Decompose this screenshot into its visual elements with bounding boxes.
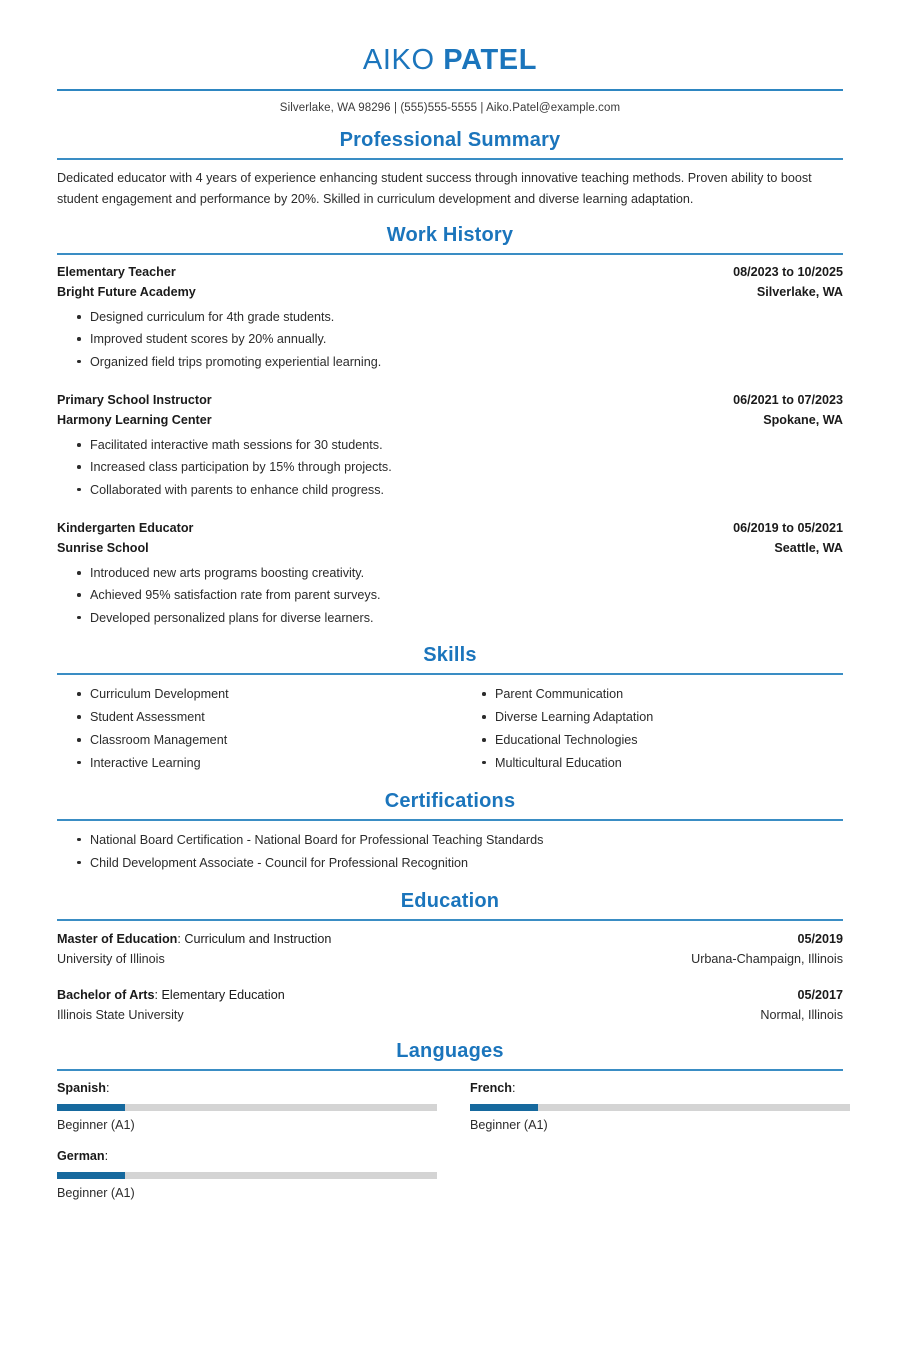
education-date: 05/2017 [797, 987, 843, 1002]
job-bullet-list [57, 306, 843, 373]
section-education [57, 889, 843, 1026]
education-degree-field: : Elementary Education [154, 987, 285, 1002]
job-bullet: Achieved 95% satisfaction rate from parent surveys. [90, 584, 843, 606]
skill-item: Diverse Learning Adaptation [495, 706, 843, 729]
section-title-work-history: Work History [386, 224, 514, 247]
education-degree-name: Bachelor of Arts [57, 987, 155, 1002]
language-proficiency-fill [57, 1172, 125, 1179]
job-title: Kindergarten Educator [57, 521, 194, 536]
education-entry [57, 985, 843, 1025]
job-company-row [57, 411, 843, 431]
section-languages [57, 1039, 843, 1215]
skill-item: Parent Communication [495, 683, 843, 706]
job-bullet: Increased class participation by 15% through projects. [90, 456, 843, 478]
job-title: Primary School Instructor [57, 393, 212, 408]
education-degree [57, 929, 331, 949]
job-header-row [57, 391, 843, 411]
skills-body [57, 675, 843, 775]
job-company: Harmony Learning Center [57, 413, 212, 428]
section-title-skills: Skills [423, 644, 477, 667]
education-degree-row [57, 985, 843, 1005]
job-bullet: Introduced new arts programs boosting creativity. [90, 562, 843, 584]
language-name-text: French [470, 1081, 512, 1096]
certification-item: Child Development Associate - Council for Professional Recognition [90, 852, 843, 875]
education-degree-name: Master of Education [57, 931, 178, 946]
job-entry [57, 519, 843, 629]
language-name-text: Spanish [57, 1081, 106, 1096]
language-name: German: [57, 1148, 109, 1163]
job-dates: 08/2023 to 10/2025 [733, 265, 843, 280]
skill-item: Multicultural Education [495, 752, 843, 775]
job-location: Silverlake, WA [756, 285, 843, 300]
job-entry [57, 263, 843, 373]
education-degree-field: : Curriculum and Instruction [177, 931, 332, 946]
education-body [57, 921, 843, 1026]
language-level: Beginner (A1) [57, 1185, 135, 1200]
job-dates: 06/2021 to 07/2023 [733, 393, 843, 408]
language-proficiency-bar [470, 1104, 850, 1111]
job-bullet: Organized field trips promoting experiential learning. [90, 351, 843, 373]
skills-column-left [57, 683, 450, 775]
education-degree-row [57, 929, 843, 949]
language-name: French: [470, 1081, 516, 1096]
education-school-row [57, 1005, 843, 1025]
language-proficiency-fill [470, 1104, 538, 1111]
job-dates: 06/2019 to 05/2021 [733, 521, 843, 536]
language-item [57, 1147, 450, 1203]
section-title-certifications: Certifications [384, 789, 516, 812]
language-level: Beginner (A1) [57, 1118, 135, 1133]
languages-body [57, 1071, 843, 1215]
language-item [450, 1079, 843, 1135]
education-degree [57, 985, 285, 1005]
job-entry [57, 391, 843, 501]
skills-columns [57, 683, 843, 775]
education-school: Illinois State University [57, 1007, 184, 1022]
languages-grid [57, 1079, 843, 1215]
skills-list-right [462, 683, 843, 775]
candidate-name [57, 44, 843, 77]
skill-item: Student Assessment [90, 706, 450, 729]
job-company: Bright Future Academy [57, 285, 196, 300]
education-school-row [57, 949, 843, 969]
language-name: Spanish: [57, 1081, 110, 1096]
resume-content [57, 0, 843, 1215]
contact-line: Silverlake, WA 98296 | (555)555-5555 | Aiko.Patel@example.com [279, 102, 621, 115]
skills-column-right [450, 683, 843, 775]
language-proficiency-fill [57, 1104, 125, 1111]
resume-header [57, 0, 843, 77]
job-bullet-list [57, 434, 843, 501]
section-professional-summary [57, 128, 843, 209]
first-name: AIKO [362, 44, 435, 76]
language-proficiency-bar [57, 1172, 437, 1179]
job-title: Elementary Teacher [57, 265, 176, 280]
skill-item: Interactive Learning [90, 752, 450, 775]
section-title-education: Education [400, 889, 500, 912]
job-bullet: Developed personalized plans for diverse learners. [90, 607, 843, 629]
job-company-row [57, 283, 843, 303]
education-entry [57, 929, 843, 969]
skill-item: Educational Technologies [495, 729, 843, 752]
language-name-text: German [57, 1148, 105, 1163]
section-title-summary: Professional Summary [339, 129, 561, 152]
certifications-list [57, 829, 843, 875]
education-date: 05/2019 [797, 931, 843, 946]
job-company-row [57, 539, 843, 559]
skills-list-left [57, 683, 450, 775]
language-level: Beginner (A1) [470, 1118, 548, 1133]
education-school: University of Illinois [57, 951, 165, 966]
job-location: Spokane, WA [763, 413, 843, 428]
skill-item: Curriculum Development [90, 683, 450, 706]
skill-item: Classroom Management [90, 729, 450, 752]
job-company: Sunrise School [57, 541, 149, 556]
last-name: PATEL [443, 44, 538, 76]
section-work-history [57, 223, 843, 629]
certifications-body [57, 821, 843, 875]
job-bullet: Facilitated interactive math sessions for 30 students. [90, 434, 843, 456]
job-location: Seattle, WA [774, 541, 843, 556]
certification-item: National Board Certification - National Board for Professional Teaching Standards [90, 829, 843, 852]
section-title-languages: Languages [396, 1040, 504, 1063]
language-proficiency-bar [57, 1104, 437, 1111]
summary-text: Dedicated educator with 4 years of experience enhancing student success through innovative teaching methods. Proven ability to boost student engagement and performance by 20%. Skilled in curriculum development and diverse learning adaptation. [57, 171, 812, 206]
section-skills [57, 643, 843, 775]
job-header-row [57, 519, 843, 539]
summary-body [57, 160, 843, 209]
job-bullet: Improved student scores by 20% annually. [90, 328, 843, 350]
work-history-body [57, 255, 843, 629]
job-bullet-list [57, 562, 843, 629]
job-header-row [57, 263, 843, 283]
job-bullet: Designed curriculum for 4th grade students. [90, 306, 843, 328]
education-location: Urbana-Champaign, Illinois [691, 951, 843, 966]
language-item [57, 1079, 450, 1135]
education-location: Normal, Illinois [760, 1007, 843, 1022]
section-certifications [57, 789, 843, 875]
job-bullet: Collaborated with parents to enhance child progress. [90, 479, 843, 501]
